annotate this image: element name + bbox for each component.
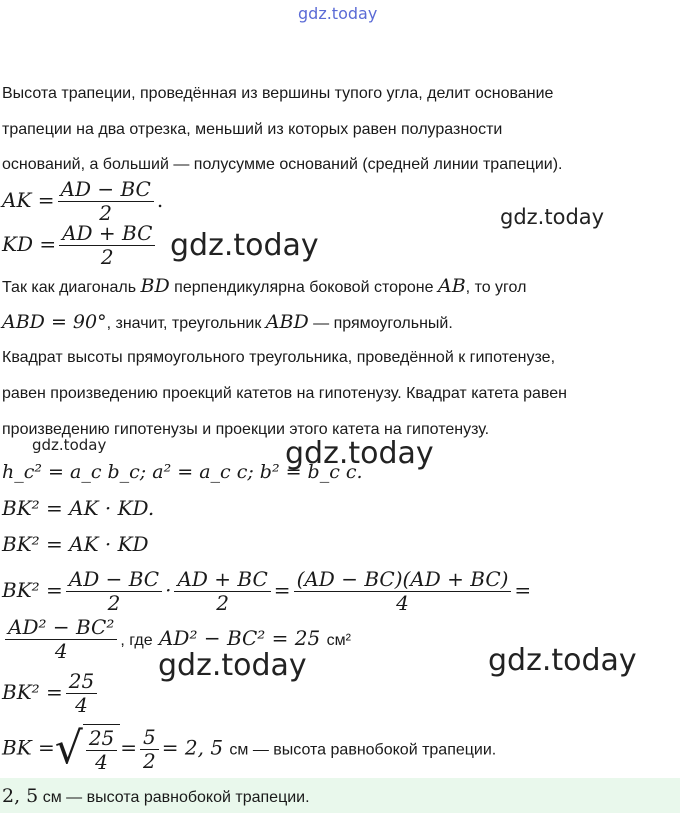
equation-bk-result: BK =√ $\frac{25}{4}$ = $\frac{5}{2}$ = 2, 5 см — высота равнобокой трапеции.	[2, 723, 497, 774]
watermark: gdz.today	[500, 205, 605, 229]
watermark: gdz.today	[158, 648, 307, 683]
watermark: gdz.today	[32, 436, 107, 454]
intro-line: оснований, а больший — полусумме оснований (средней линии трапеции).	[2, 156, 563, 173]
equation-difference: $\frac{\text{AD² − BC²}}{4}$ , где AD² − BC² = 25 см²	[2, 616, 351, 663]
equation-ak: AK = $\frac{AD - BC}{2}$ .	[2, 177, 164, 225]
equation-heights: h_c² = a_c b_c; a² = a_c c; b² = b_c c.	[2, 461, 363, 483]
intro-line: Высота трапеции, проведённая из вершины тупого угла, делит основание	[2, 85, 554, 102]
rule-line: произведению гипотенузы и проекции этого катета на гипотенузу.	[2, 421, 490, 438]
watermark: gdz.today	[170, 228, 319, 263]
answer-box	[0, 778, 680, 813]
equation-bk-squared: BK² = AK · KD	[2, 532, 149, 556]
equation-kd: KD = $\frac{AD + BC}{2}$	[2, 222, 158, 269]
watermark: gdz.today	[298, 4, 378, 23]
equation-bk-expanded: BK² = $\frac{AD - BC}{2}$ · $\frac{AD + BC}{2}$ = $\frac{(AD - BC)(AD + BC)}{4}$ =	[2, 567, 532, 615]
rule-line: равен произведению проекций катетов на гипотенузу. Квадрат катета равен	[2, 385, 567, 402]
diagonal-statement: Так как диагональ BD перпендикулярна боковой стороне AB, то угол	[2, 275, 527, 297]
equation-bk-value: BK² = $\frac{25}{4}$	[2, 670, 100, 717]
rule-line: Квадрат высоты прямоугольного треугольника, проведённой к гипотенузе,	[2, 349, 556, 366]
diagonal-statement: ABD = 90°, значит, треугольник ABD — прямоугольный.	[2, 311, 453, 333]
equation-bk-squared: BK² = AK · KD.	[2, 496, 155, 520]
watermark: gdz.today	[488, 643, 637, 678]
watermark: gdz.today	[285, 436, 434, 471]
answer-text: 2, 5 см — высота равнобокой трапеции.	[2, 785, 310, 807]
intro-line: трапеции на два отрезка, меньший из которых равен полуразности	[2, 121, 503, 138]
